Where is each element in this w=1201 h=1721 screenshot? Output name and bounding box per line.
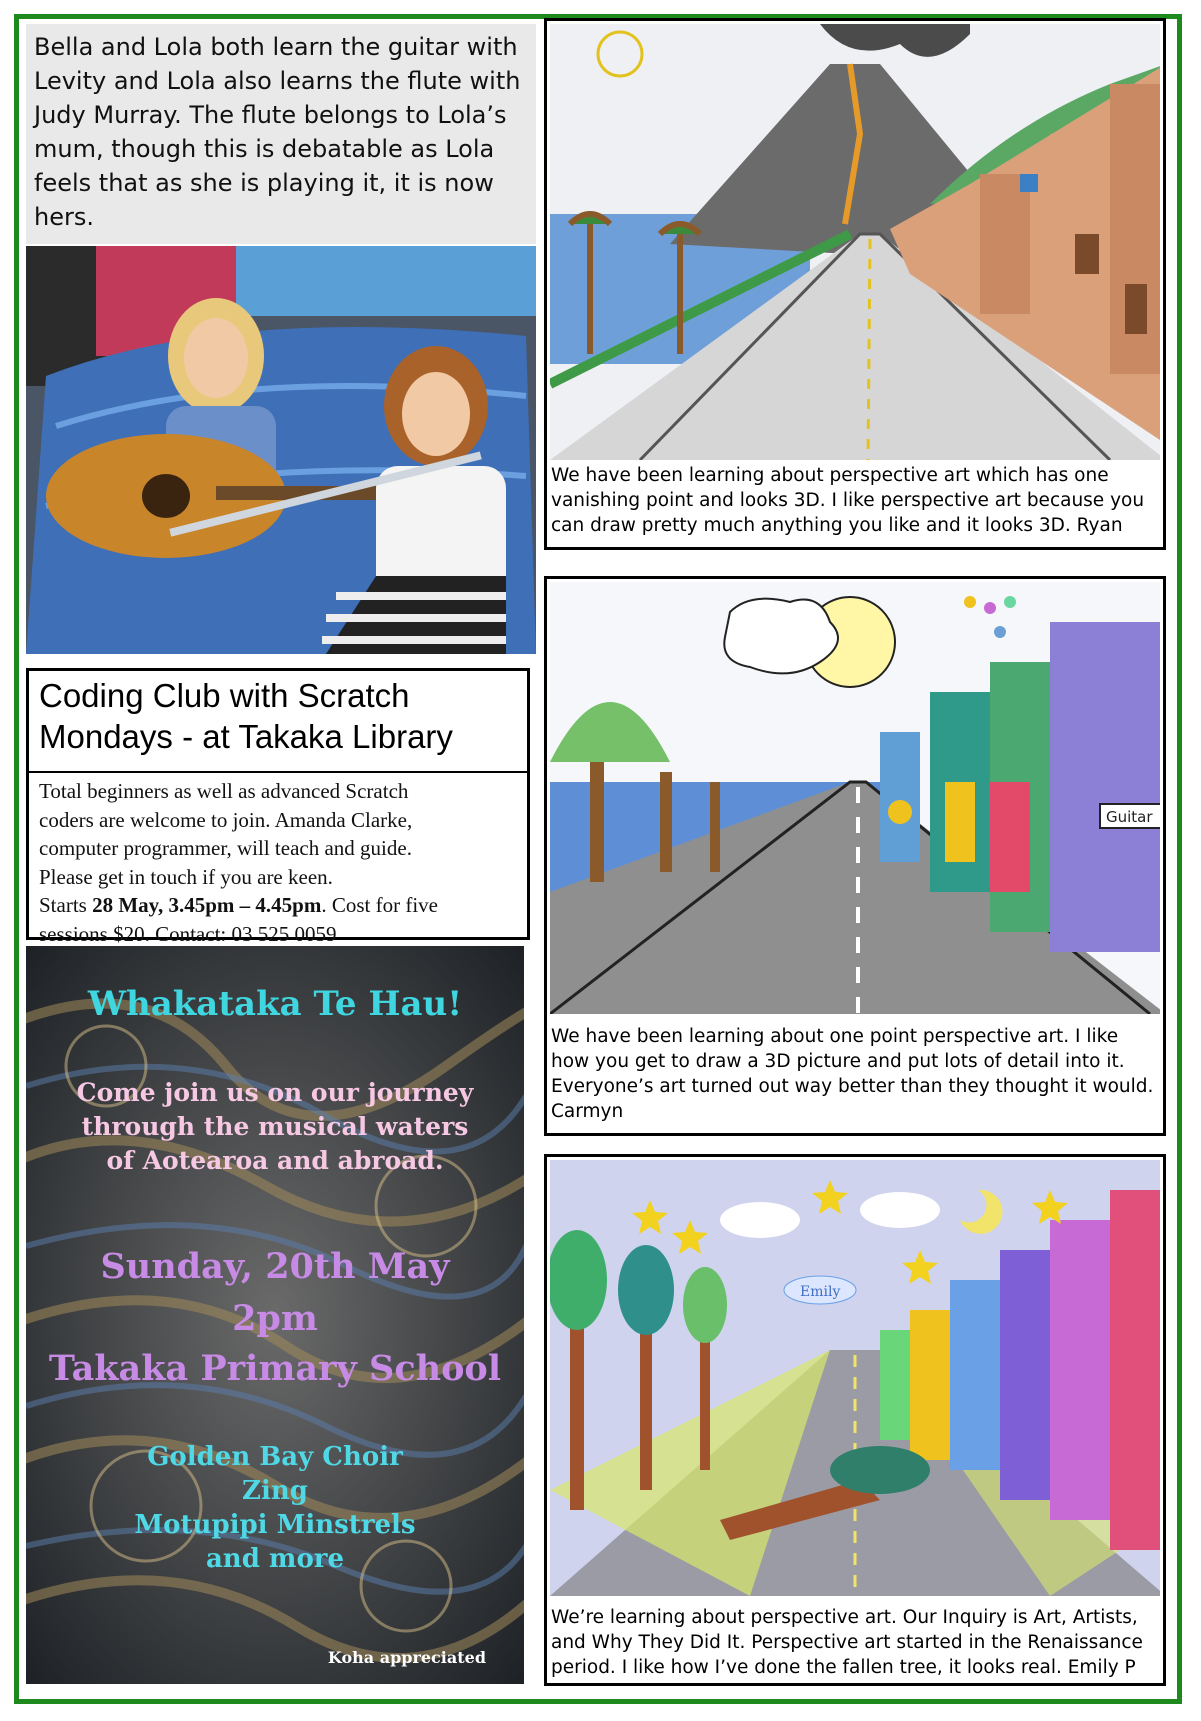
poster-time: 2pm — [232, 1298, 318, 1339]
coding-club-notice — [26, 668, 530, 946]
coding-club-line: Please get in touch if you are keen. — [39, 864, 333, 889]
intro-text-box — [26, 24, 536, 244]
street-sun-drawing — [550, 582, 1160, 1014]
volcano-street-drawing — [550, 24, 1160, 460]
girls-music-photo — [26, 246, 536, 654]
guitar-sign-text: Guitar — [1106, 808, 1153, 826]
coding-club-starts-line — [39, 891, 517, 920]
poster-act: and more — [205, 1544, 345, 1574]
intro-text: Bella and Lola both learn the guitar with Levity and Lola also learns the flute with Judy Murray. The flute belongs to Lola’s mum, though this is debatable as Lola feels that as she is playing it, it is now hers. — [34, 33, 521, 231]
starts-suffix: . Cost for five — [321, 893, 439, 917]
artwork-carmyn-caption: We have been learning about one point perspective art. I like how you get to draw a 3D picture and put lots of detail into it. Everyone’s art turned out way better than they thought it would. Carmyn — [551, 1026, 1154, 1122]
artwork-emily-caption: We’re learning about perspective art. Our Inquiry is Art, Artists, and Why They Did It. Perspective art started in the Renaissance period. I like how I’ve done the fallen tree, it looks real. Emily P — [551, 1607, 1143, 1678]
coding-club-line: coders are welcome to join. Amanda Clarke, — [39, 807, 413, 832]
poster-title: Whakataka Te Hau! — [87, 984, 463, 1024]
poster-act: Motupipi Minstrels — [134, 1510, 416, 1540]
poster-act: Zing — [242, 1476, 308, 1506]
concert-poster — [26, 946, 524, 1684]
poster-venue: Takaka Primary School — [48, 1348, 502, 1389]
coding-club-line: sessions $20. Contact: 03 525 0059 — [39, 921, 337, 946]
coding-club-heading — [29, 671, 527, 773]
artwork-carmyn-drawing — [550, 582, 1160, 1014]
poster-act: Golden Bay Choir — [147, 1442, 403, 1472]
artwork-box-carmyn — [544, 576, 1166, 1136]
artwork-box-emily — [544, 1154, 1166, 1686]
poster-tagline-2: through the musical waters — [81, 1112, 469, 1141]
cloud-name-text: Emily — [800, 1284, 841, 1300]
coding-club-heading-line1: Coding Club with Scratch — [39, 677, 410, 714]
coding-club-heading-line2: Mondays - at Takaka Library — [39, 718, 453, 755]
coding-club-line: computer programmer, will teach and guide. — [39, 836, 412, 860]
poster-date: Sunday, 20th May — [100, 1246, 450, 1287]
poster-koha: Koha appreciated — [327, 1648, 486, 1667]
night-street-drawing — [550, 1160, 1160, 1596]
coding-club-body — [29, 773, 527, 952]
artwork-ryan-drawing — [550, 24, 1160, 460]
artwork-box-ryan — [544, 18, 1166, 550]
coding-club-line: Total beginners as well as advanced Scratch — [39, 779, 409, 803]
poster-tagline-3: of Aotearoa and abroad. — [106, 1146, 444, 1175]
photo-illustration — [26, 246, 536, 654]
artwork-ryan-caption: We have been learning about perspective art which has one vanishing point and looks 3D. I like perspective art because you can draw pretty much anything you like and it looks 3D. Ryan — [551, 465, 1145, 536]
starts-prefix: Starts — [39, 893, 93, 917]
poster-tagline-1: Come join us on our journey — [76, 1078, 474, 1107]
starts-date-time: 28 May, 3.45pm – 4.45pm — [92, 893, 322, 917]
artwork-emily-drawing — [550, 1160, 1160, 1596]
